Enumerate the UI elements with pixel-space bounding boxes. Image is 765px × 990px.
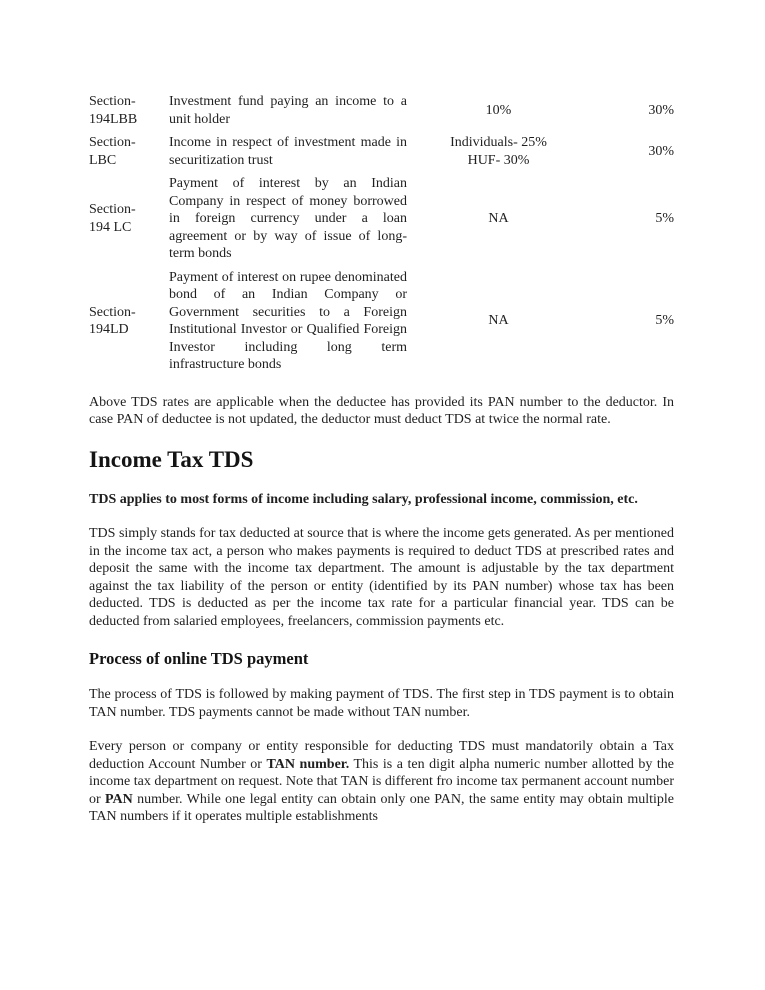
pan-rate-line1: NA	[488, 313, 509, 329]
table-row	[89, 131, 674, 172]
section-code-line1: Section-	[89, 135, 136, 150]
section-cell	[89, 131, 169, 172]
no-pan-rate-cell: 5%	[655, 313, 674, 329]
pan-rate-line1: 10%	[485, 102, 512, 118]
pan-rate-line1: Individuals- 25%	[450, 135, 547, 150]
tds-rates-table	[89, 90, 674, 377]
pan-rate-line2: HUF- 30%	[467, 152, 530, 168]
tan-paragraph	[89, 738, 674, 826]
section-cell	[89, 266, 169, 377]
section-code-line1: Section-	[89, 304, 136, 320]
section-code-line1: Section-	[89, 94, 136, 109]
tan-paragraph-part1: Every person or company or entity responsible for deducting TDS must mandatorily obtain a Tax deduction Account Number or	[89, 739, 674, 772]
pan-rate-cell	[407, 172, 590, 266]
pan-rate-cell	[407, 131, 590, 172]
description-cell: Investment fund paying an income to a unit holder	[169, 94, 407, 127]
pan-rate-line1: NA	[488, 211, 509, 226]
note-paragraph: Above TDS rates are applicable when the deductee has provided its PAN number to the deductor. In case PAN of deductee is not updated, the deductor must deduct TDS at twice the normal rate.	[89, 394, 674, 427]
heading-income-tax-tds: Income Tax TDS	[89, 446, 254, 472]
pan-bold: PAN	[105, 791, 133, 807]
table-row	[89, 90, 674, 131]
section-code-line2: 194LD	[89, 322, 129, 337]
process-paragraph: The process of TDS is followed by making payment of TDS. The first step in TDS payment is to obtain TAN number. TDS payments cannot be made without TAN number.	[89, 687, 674, 720]
intro-bold-paragraph: TDS applies to most forms of income including salary, professional income, commission, etc.	[89, 491, 638, 507]
section-code-line2: 194LBB	[89, 111, 138, 127]
no-pan-rate-cell: 30%	[648, 102, 674, 118]
no-pan-rate-cell: 5%	[655, 211, 674, 226]
description-cell: Payment of interest on rupee denominated bond of an Indian Company or Government securities to a Foreign Institutional Investor or Qualified Foreign Investor including long term infrastructure bonds	[169, 269, 407, 372]
pan-rate-cell	[407, 90, 590, 131]
tan-paragraph-part2: This is a ten digit alpha numeric number allotted by the income tax department on request. Note that TAN is different fro income tax permanent account number or	[89, 756, 674, 807]
pan-rate-cell	[407, 266, 590, 377]
description-cell: Income in respect of investment made in securitization trust	[169, 135, 407, 168]
tan-number-bold: TAN number.	[266, 756, 350, 772]
section-cell	[89, 90, 169, 131]
table-row	[89, 172, 674, 266]
section-code-line1: Section-	[89, 202, 136, 218]
tds-explanation-paragraph: TDS simply stands for tax deducted at source that is where the income gets generated. As per mentioned in the income tax act, a person who makes payments is required to deduct TDS at prescribed rates and deposit the same with the income tax department. The amount is adjustable by the tax department against the tax liability of the person or entity (identified by its PAN number) whose tax has been deducted. TDS is deducted as per the income tax rate for a particular financial year. TDS can be deducted from salaried employees, freelancers, commission payments etc.	[89, 526, 674, 629]
section-code-line2: 194 LC	[89, 219, 132, 235]
heading-process-of-online-tds-payment: Process of online TDS payment	[89, 649, 309, 668]
section-cell	[89, 172, 169, 266]
table-row	[89, 266, 674, 377]
section-code-line2: LBC	[89, 152, 117, 168]
description-cell: Payment of interest by an Indian Company in respect of money borrowed in foreign currency under a loan agreement or by way of issue of long-term bonds	[169, 176, 407, 261]
no-pan-rate-cell: 30%	[648, 143, 674, 159]
tan-paragraph-part3: number. While one legal entity can obtain only one PAN, the same entity may obtain multiple TAN numbers if it operates multiple establishments	[89, 791, 674, 824]
page-content	[89, 90, 674, 843]
